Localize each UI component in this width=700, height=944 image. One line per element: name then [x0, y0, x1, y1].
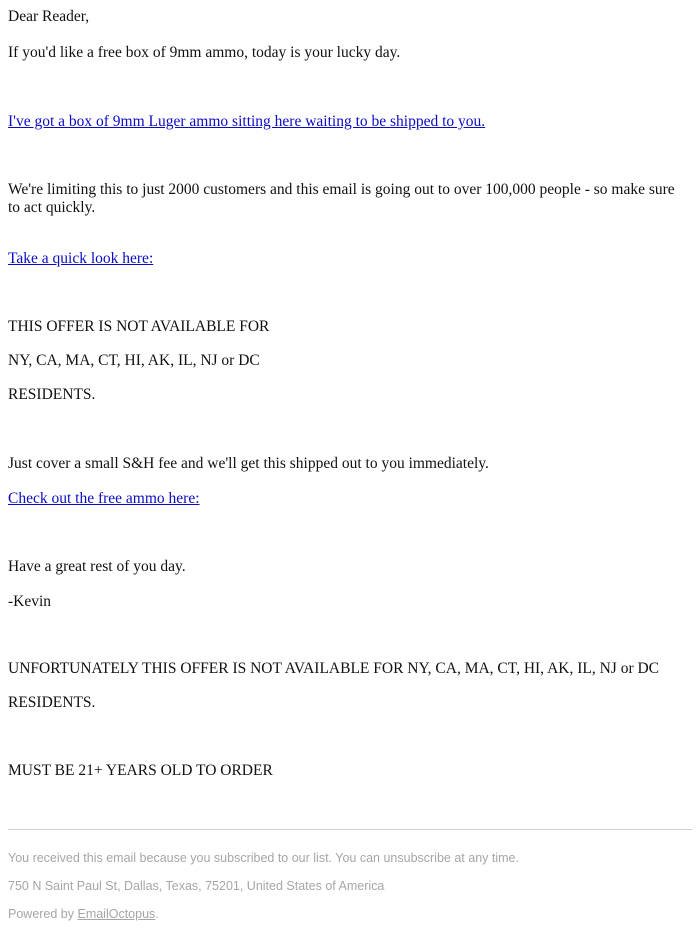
signature: -Kevin	[8, 593, 52, 610]
notice2-line-1: UNFORTUNATELY THIS OFFER IS NOT AVAILABLE FOR NY, CA, MA, CT, HI, AK, IL, NJ or DC	[8, 660, 660, 677]
quick-look-link[interactable]: Take a quick look here:	[8, 250, 154, 267]
powered-by-suffix: .	[155, 907, 159, 921]
footer-divider	[8, 829, 692, 830]
notice-line-1: THIS OFFER IS NOT AVAILABLE FOR	[8, 318, 270, 335]
offer-link-paragraph	[8, 113, 485, 131]
intro-paragraph: If you'd like a free box of 9mm ammo, today is your lucky day.	[8, 44, 401, 61]
age-notice: MUST BE 21+ YEARS OLD TO ORDER	[8, 762, 273, 779]
footer-subscription-text: You received this email because you subscribed to our list. You can unsubscribe at any time.	[8, 851, 519, 865]
notice2-line-2: RESIDENTS.	[8, 694, 96, 711]
limit-paragraph: We're limiting this to just 2000 customers and this email is going out to over 100,000 people - so make sure to act quickly.	[8, 181, 675, 216]
closing-paragraph: Have a great rest of you day.	[8, 558, 186, 575]
footer-address: 750 N Saint Paul St, Dallas, Texas, 75201, United States of America	[8, 879, 385, 893]
greeting: Dear Reader,	[8, 8, 90, 25]
powered-by-prefix: Powered by	[8, 907, 78, 921]
footer-powered-by	[8, 906, 159, 922]
emailoctopus-link[interactable]: EmailOctopus	[77, 907, 156, 921]
ammo-offer-link[interactable]: I've got a box of 9mm Luger ammo sitting here waiting to be shipped to you.	[8, 113, 486, 130]
free-ammo-paragraph	[8, 490, 200, 508]
fee-paragraph: Just cover a small S&H fee and we'll get this shipped out to you immediately.	[8, 455, 489, 472]
quick-look-paragraph	[8, 250, 153, 268]
free-ammo-link[interactable]: Check out the free ammo here:	[8, 490, 200, 507]
notice-line-3: RESIDENTS.	[8, 386, 96, 403]
notice-line-2: NY, CA, MA, CT, HI, AK, IL, NJ or DC	[8, 352, 260, 369]
